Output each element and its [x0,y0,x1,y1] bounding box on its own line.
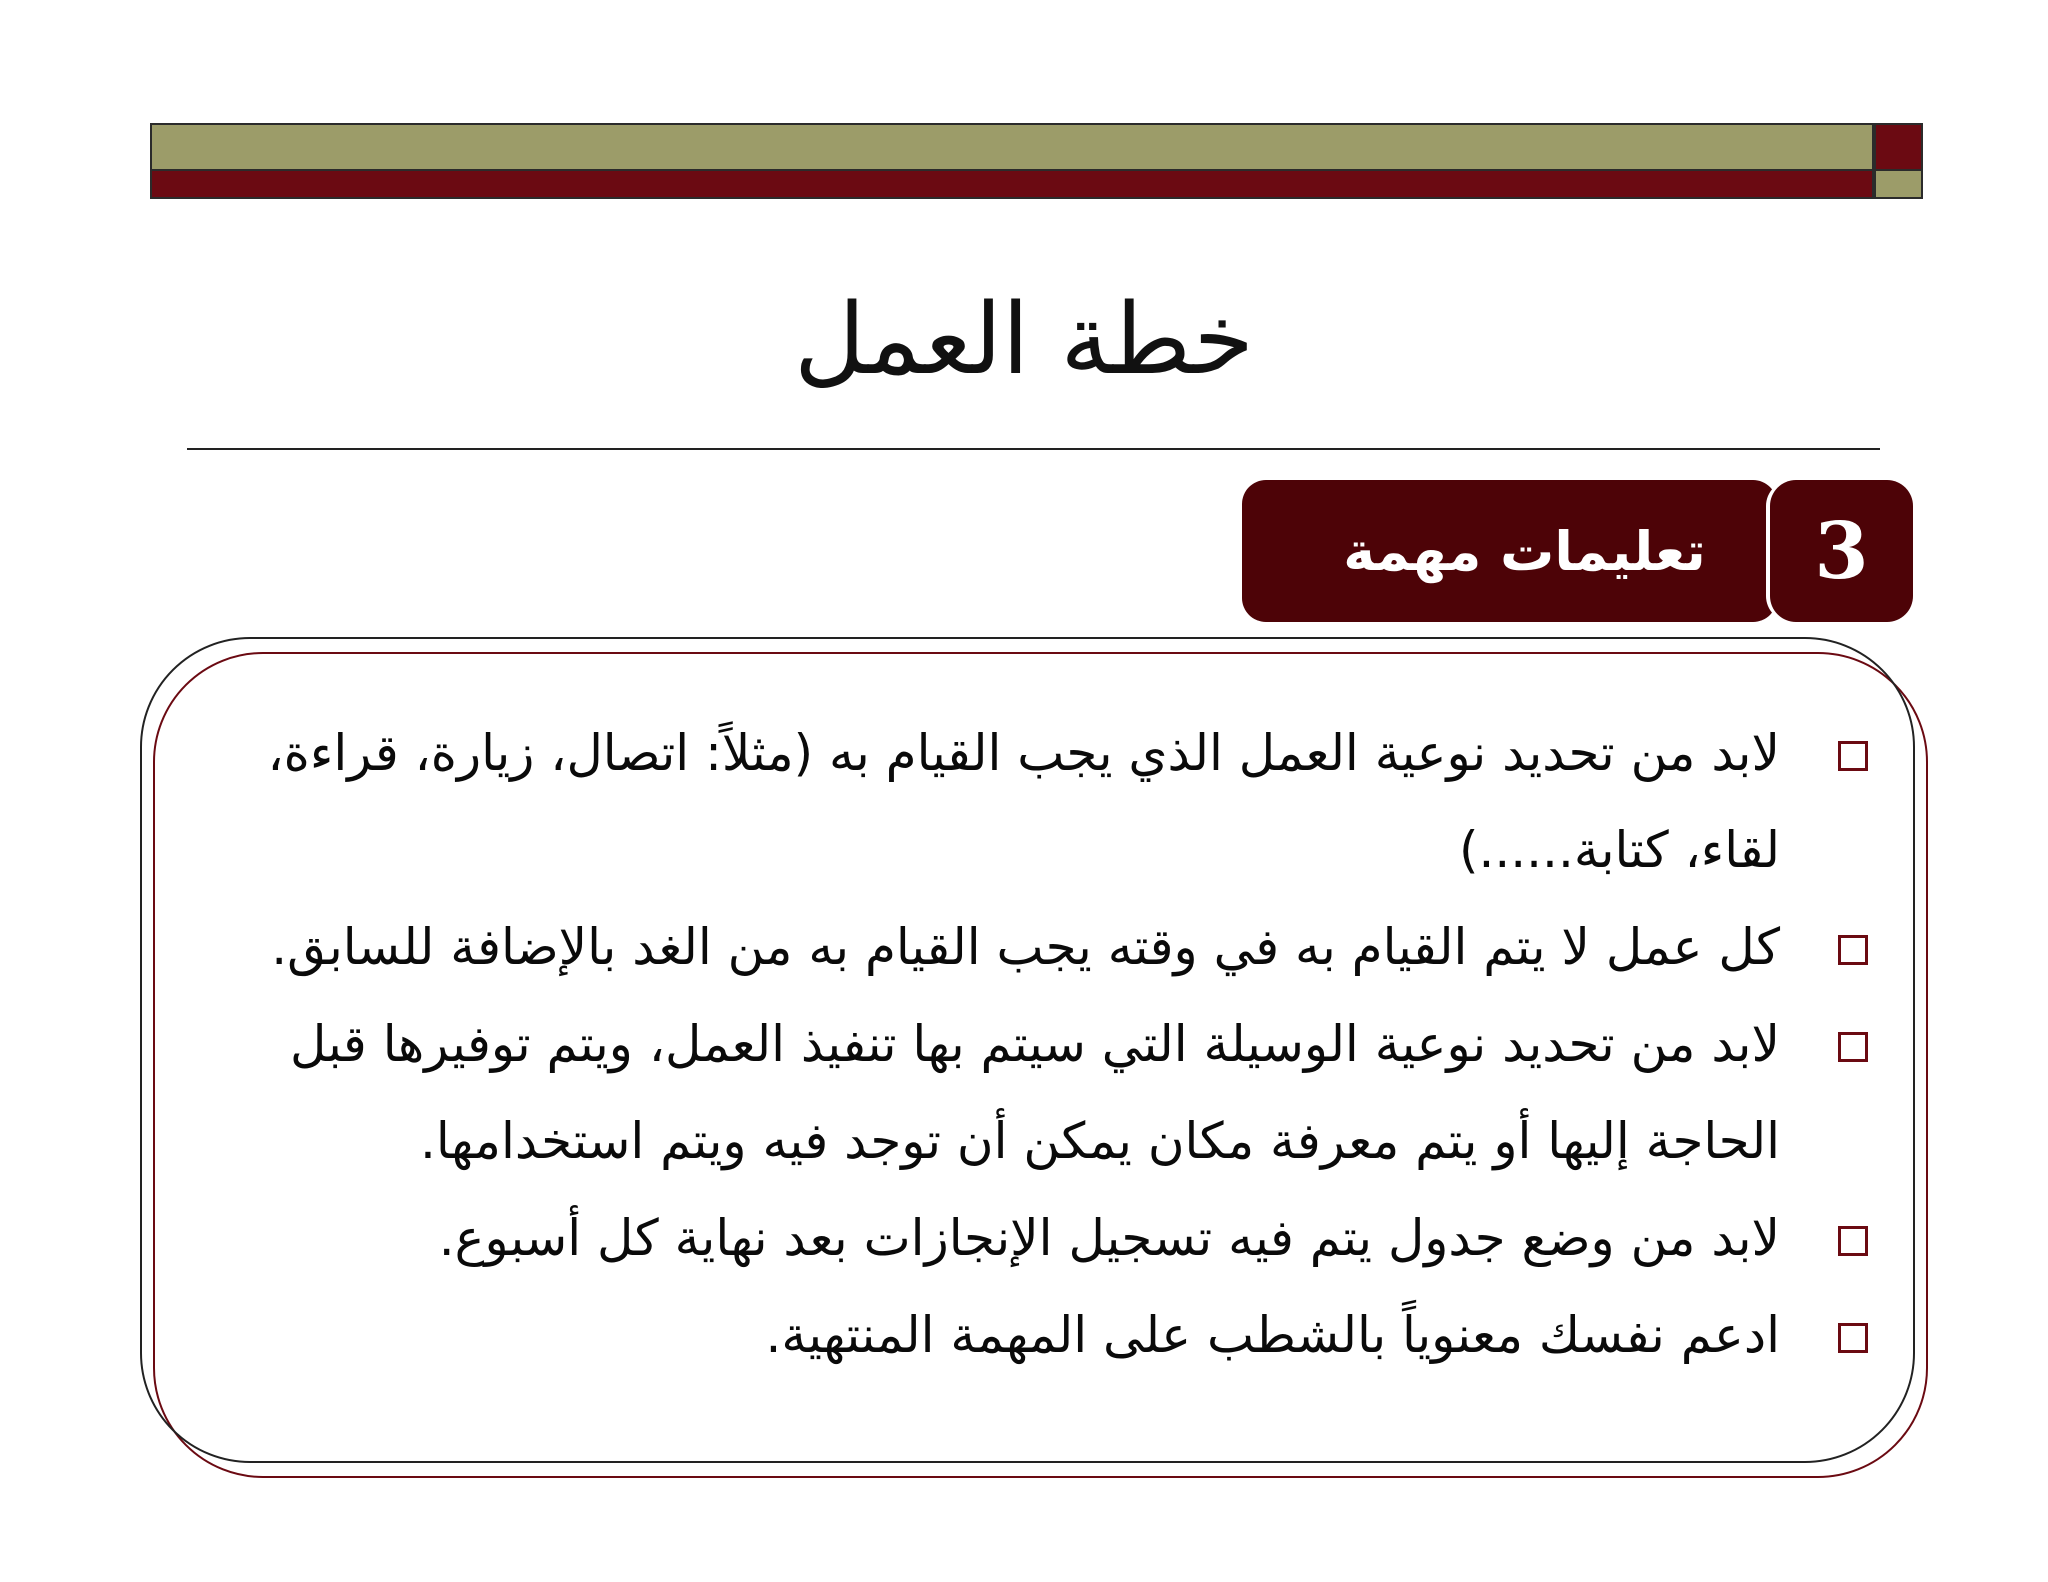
title-divider [187,448,1880,450]
list-item [250,899,1870,996]
list-item-text: لابد من تحديد نوعية الوسيلة التي سيتم بها تنفيذ العمل، ويتم توفيرها قبل الحاجة إليها أو يتم معرفة مكان يمكن أن توجد فيه ويتم استخدامها. [289,1015,1780,1170]
list-item-text: كل عمل لا يتم القيام به في وقته يجب القيام به من الغد بالإضافة للسابق. [271,918,1780,976]
list-item-text: ادعم نفسك معنوياً بالشطب على المهمة المنتهية. [765,1306,1780,1364]
header-bar-maroon-strip [150,171,1874,199]
list-item [250,1287,1870,1384]
list-item [250,1190,1870,1287]
page-title: خطة العمل [794,283,1254,397]
list-item [250,996,1870,1190]
header-decoration-bar [150,123,1923,199]
list-item-text: لابد من وضع جدول يتم فيه تسجيل الإنجازات بعد نهاية كل أسبوع. [438,1209,1780,1267]
square-bullet-icon [1838,1323,1868,1353]
list-item-text: لابد من تحديد نوعية العمل الذي يجب القيام به (مثلاً: اتصال، زيارة، قراءة، لقاء، كتابة......) [267,724,1780,879]
square-bullet-icon [1838,935,1868,965]
square-bullet-icon [1838,1032,1868,1062]
header-bar-olive-strip [150,123,1874,171]
section-label: تعليمات مهمة [1242,480,1777,622]
header-bar-corner-maroon [1874,123,1923,171]
list-item [250,705,1870,899]
instruction-list [250,705,1870,1384]
header-bar-corner-olive [1874,171,1923,199]
square-bullet-icon [1838,741,1868,771]
section-number: 3 [1770,480,1913,622]
square-bullet-icon [1838,1226,1868,1256]
